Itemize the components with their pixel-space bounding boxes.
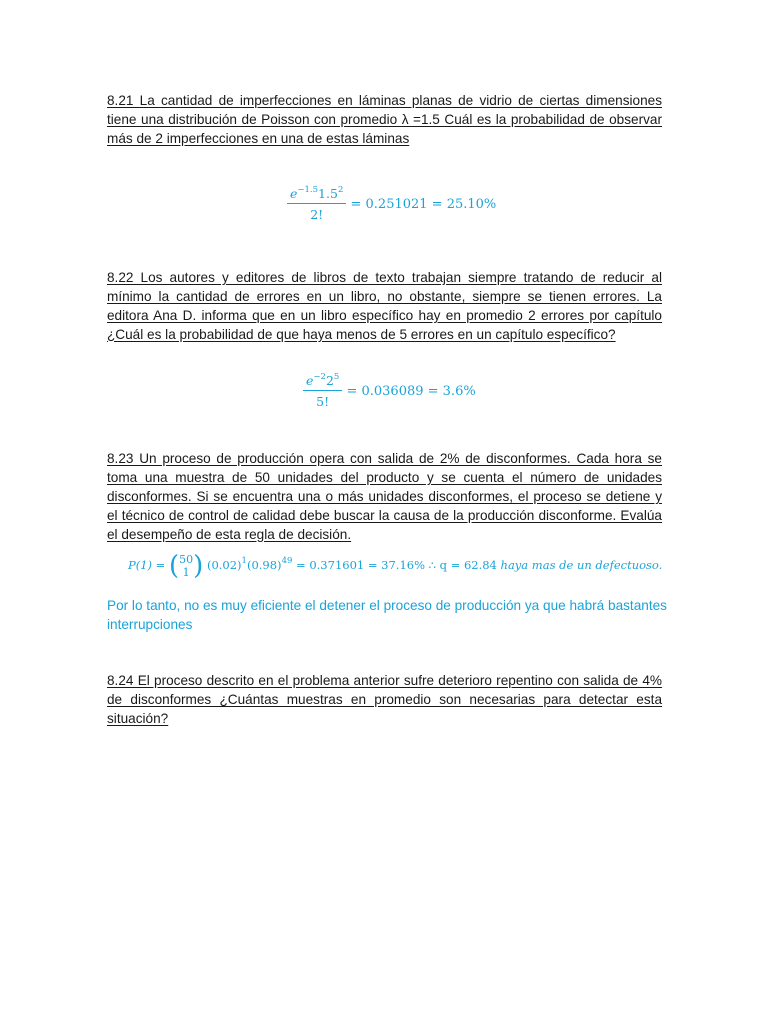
question-8-21: 8.21 La cantidad de imperfecciones en láminas planas de vidrio de ciertas dimensiones tiene una distribución de Poisson con promedio λ =1.5 Cuál es la probabilidad de observar más de 2 imperfecciones en una de estas láminas <box>107 93 662 146</box>
formula-8-23: P(1) = (50 1 ) $(0.02)^1(0.98)^{49} = 0.371601 = 37.16\%$ ∴ q = 62.84 haya mas de un defectuoso. <box>128 551 663 581</box>
formula-8-21: $\frac{e^{-1.5}1.5^2}{2!}$ = 0.251021 = 25.10% <box>287 186 496 222</box>
formula-8-22-result: = 0.036089 = 3.6% <box>346 383 476 399</box>
formula-8-22: $\frac{e^{-2}2^5}{5!}$ = 0.036089 = 3.6% <box>303 373 476 409</box>
formula-8-21-result: = 0.251021 = 25.10% <box>350 196 497 212</box>
question-8-24: 8.24 El proceso descrito en el problema anterior sufre deterioro repentino con salida de 4% de disconformes ¿Cuántas muestras en promedio son necesarias para detectar esta situación? <box>107 673 662 726</box>
question-8-22: 8.22 Los autores y editores de libros de texto trabajan siempre tratando de reducir al mínimo la cantidad de errores en un libro, no obstante, siempre se tienen errores. La editora Ana D. informa que en un libro específico hay en promedio 2 errores por capítulo ¿Cuál es la probabilidad de que haya menos de 5 errores en un capítulo específico? <box>107 270 662 342</box>
answer-8-23: Por lo tanto, no es muy eficiente el detener el proceso de producción ya que habrá bastantes interrupciones <box>107 598 667 632</box>
question-8-23: 8.23 Un proceso de producción opera con salida de 2% de disconformes. Cada hora se toma una muestra de 50 unidades del producto y se cuenta el número de unidades disconformes. Si se encuentra una o más unidades disconformes, el proceso se detiene y el técnico de control de calidad debe buscar la causa de la producción disconforme. Evalúa el desempeño de esta regla de decisión. <box>107 451 662 542</box>
